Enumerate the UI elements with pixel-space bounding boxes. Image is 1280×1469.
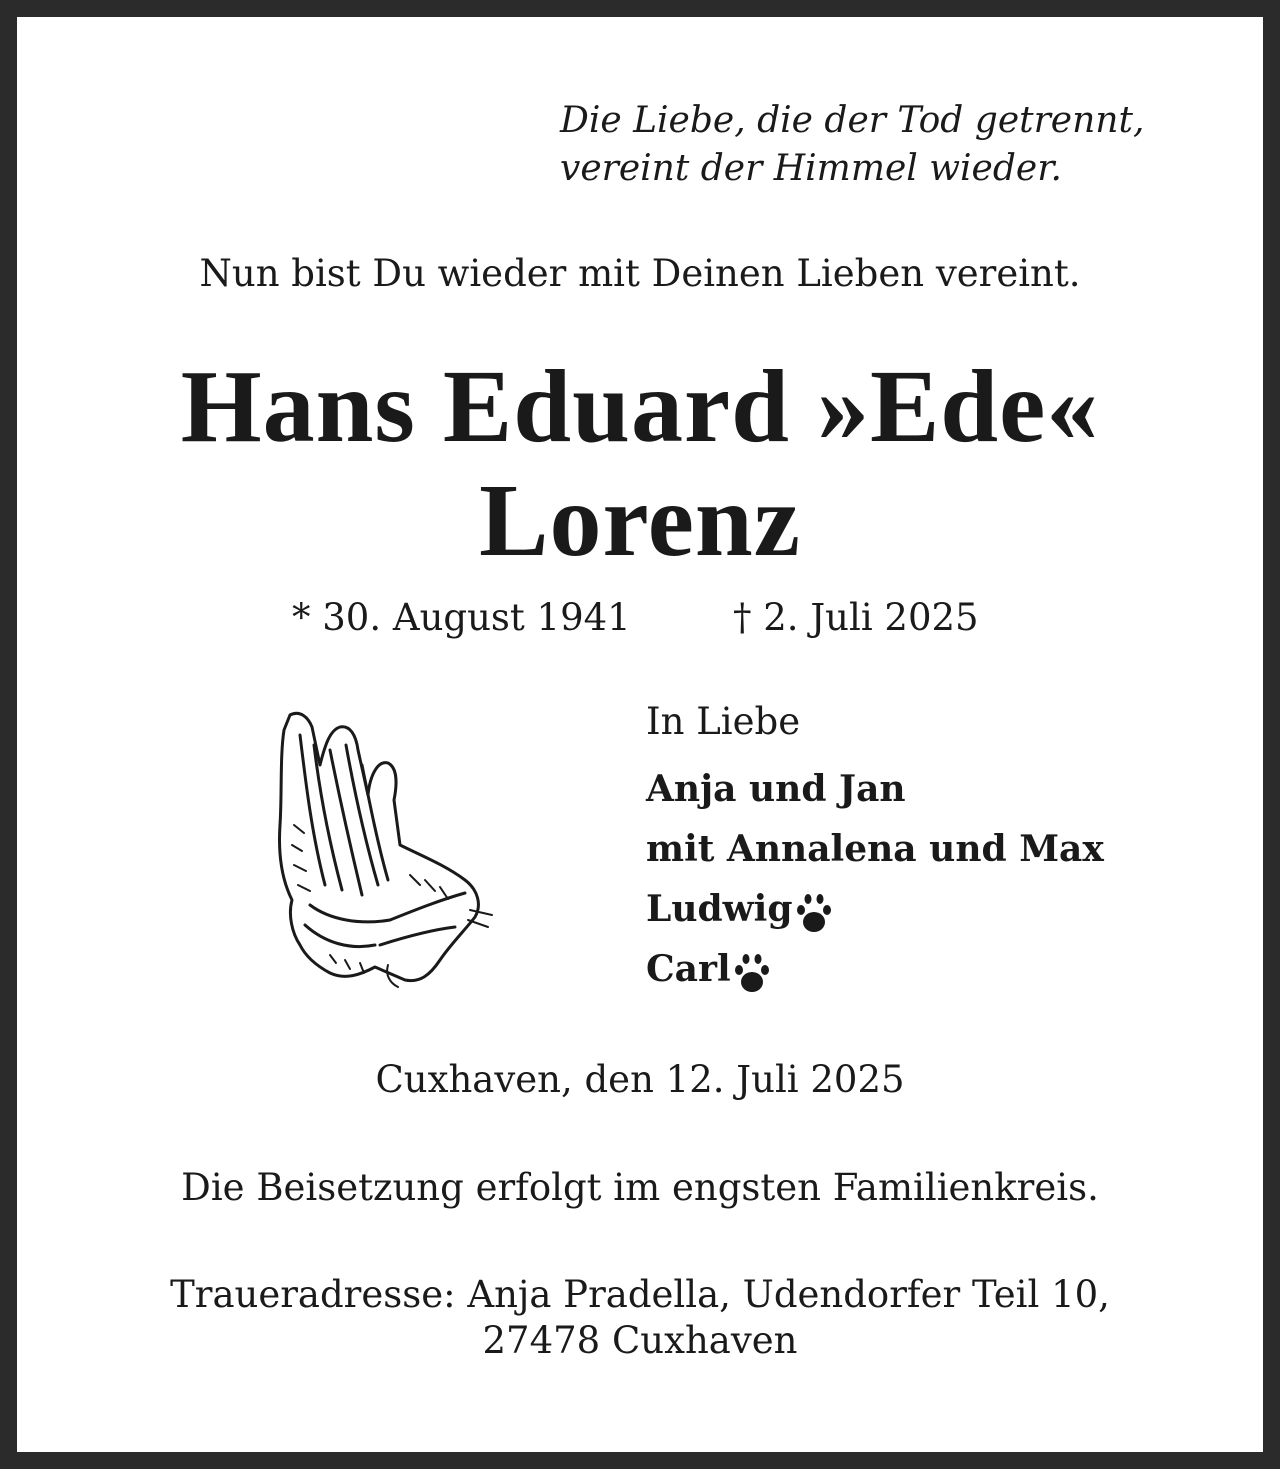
mourner-name	[646, 759, 1104, 819]
place-and-date: Cuxhaven, den 12. Juli 2025	[375, 1058, 905, 1101]
birth-date: * 30. August 1941	[292, 596, 631, 639]
burial-note: Die Beisetzung erfolgt im engsten Familienkreis.	[181, 1166, 1099, 1209]
mourning-address	[0, 1272, 1280, 1364]
mourners-lead: In Liebe	[646, 700, 801, 743]
mourner-name-text: Ludwig	[646, 888, 793, 930]
mourner-name	[646, 819, 1104, 879]
deceased-name	[0, 350, 1280, 578]
mourners-list	[646, 759, 1104, 999]
mourners-block	[646, 700, 1104, 999]
mourner-name-text: mit Annalena und Max	[646, 828, 1104, 870]
motto-line-1: Die Liebe, die der Tod getrennt,	[560, 100, 1145, 141]
name-line-2: Lorenz	[479, 463, 801, 578]
address-line-1: Traueradresse: Anja Pradella, Udendorfer Teil 10,	[170, 1273, 1110, 1316]
name-line-1: Hans Eduard »Ede«	[180, 349, 1100, 464]
motto-line-2: vereint der Himmel wieder.	[560, 148, 1062, 189]
paw-print-icon	[733, 950, 771, 994]
mourner-name-text: Anja und Jan	[646, 768, 906, 810]
intro-text: Nun bist Du wieder mit Deinen Lieben vereint.	[199, 252, 1081, 295]
address-line-2: 27478 Cuxhaven	[482, 1319, 798, 1362]
mourner-name	[646, 939, 1104, 999]
motto-quote	[560, 97, 1144, 193]
mourner-name	[646, 879, 1104, 939]
praying-hands-icon	[270, 705, 500, 995]
death-date: † 2. Juli 2025	[733, 596, 979, 639]
paw-print-icon	[795, 890, 833, 934]
mourner-name-text: Carl	[646, 948, 731, 990]
